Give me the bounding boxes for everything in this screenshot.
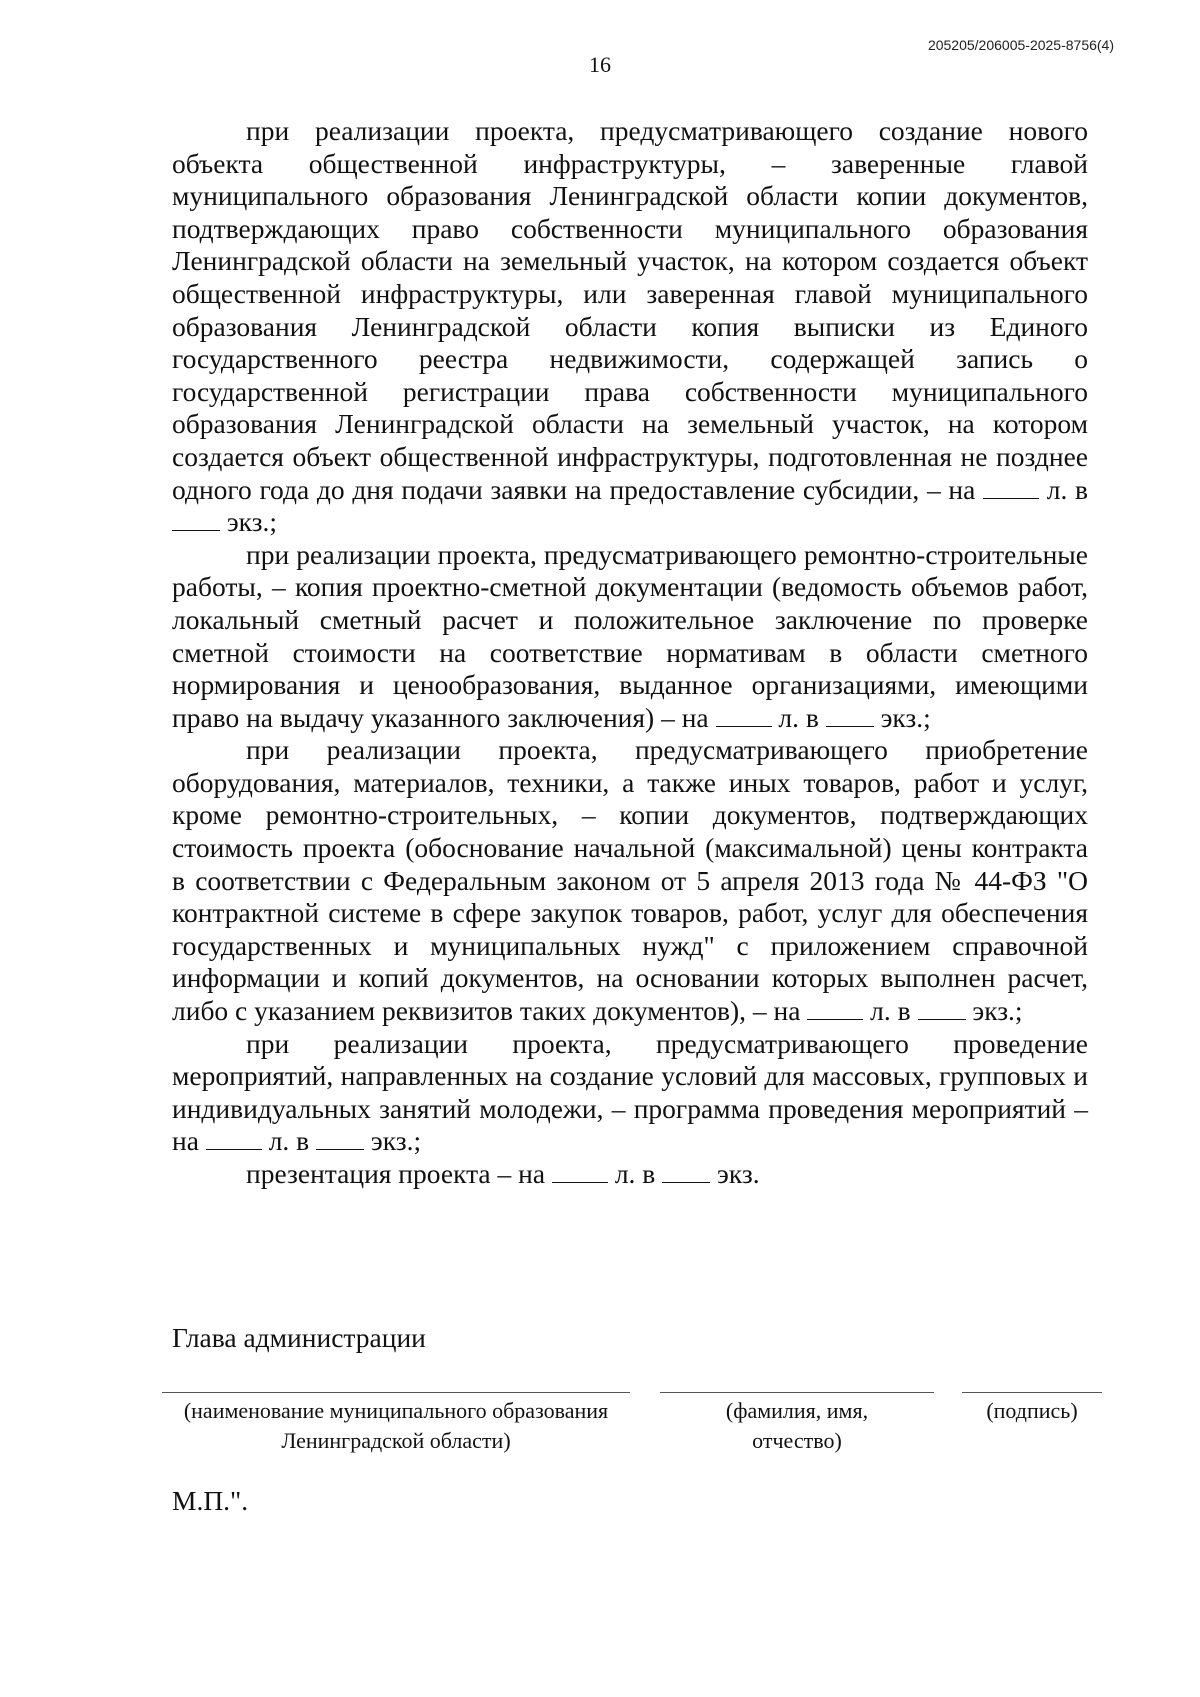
signature-caption-name: (фамилия, имя, отчество) [725, 1398, 869, 1453]
blank-sheet-count [807, 997, 863, 1020]
sheets-label: л. в [614, 1158, 656, 1189]
blank-copy-count [826, 704, 874, 727]
blank-sheet-count [552, 1160, 608, 1183]
blank-copy-count [918, 997, 966, 1020]
blank-copy-count [316, 1127, 364, 1150]
paragraph-text: при реализации проекта, предусматривающего ремонтно-строительные работы, – копия проектно-сметной документации (ведомость объемов работ, локальный сметный расчет и положительное заключение по проверке сметной стоимости на соответствие нормативам в области сметного нормирования и ценообразования, выданное организациями, имеющими право на выдачу указанного заключения) – на [172, 538, 1088, 733]
paragraph-repair-works [172, 539, 1088, 735]
sheets-label: л. в [1046, 473, 1089, 505]
signature-line-municipality [162, 1392, 630, 1393]
blank-copy-count [662, 1160, 710, 1183]
paragraph-equipment-purchase [172, 734, 1088, 1027]
signature-caption-signature: (подпись) [986, 1398, 1078, 1423]
copies-label: экз.; [880, 701, 931, 733]
document-registration-number: 205205/206005-2025-8756(4) [927, 37, 1114, 53]
page-number: 16 [589, 52, 611, 77]
paragraph-youth-events [172, 1028, 1088, 1158]
paragraph-text: при реализации проекта, предусматривающего приобретение оборудования, материалов, техники, а также иных товаров, работ и услуг, кроме ремонтно-строительных, – копии документов, подтверждающих стоимость проекта (обоснование начальной (максимальной) цены контракта в соответствии с Федеральным законом от 5 апреля 2013 года № 44-ФЗ "О контрактной системе в сфере закупок товаров, работ, услуг для обеспечения государственных и муниципальных нужд" с приложением справочной информации и копий документов, на основании которых выполнен расчет, либо с указанием реквизитов таких документов), – на [172, 734, 1088, 1027]
signature-line-signature [962, 1392, 1102, 1393]
paragraph-text: при реализации проекта, предусматривающего создание нового объекта общественной инфраструктуры, – заверенные главой муниципального образования Ленинградской области копии документов, подтверждающих право собственности муниципального образования Ленинградской области на земельный участок, на котором создается объект общественной инфраструктуры, или заверенная главой муниципального образования Ленинградской области копия выписки из Единого государственного реестра недвижимости, содержащей запись о государственной регистрации права собственности муниципального образования Ленинградской области на земельный участок, на котором создается объект общественной инфраструктуры, подготовленная не позднее одного года до дня подачи заявки на предоставление субсидии, – на [172, 115, 1088, 505]
sheets-label: л. в [778, 701, 819, 733]
copies-label: экз.; [226, 506, 278, 538]
signature-caption-municipality: (наименование муниципального образования Ленинградской области) [183, 1398, 609, 1453]
paragraph-text: при реализации проекта, предусматривающего проведение мероприятий, направленных на создание условий для массовых, групповых и индивидуальных занятий молодежи, – программа проведения мероприятий – на [172, 1027, 1088, 1157]
blank-sheet-count [716, 704, 772, 727]
document-body [172, 115, 1088, 1191]
paragraph-text: презентация проекта – на [246, 1158, 546, 1189]
paragraph-presentation [172, 1158, 1088, 1191]
sheets-label: л. в [268, 1125, 310, 1157]
seal-placeholder: М.П.". [172, 1485, 249, 1516]
copies-label: экз.; [972, 995, 1023, 1027]
paragraph-infrastructure-documents [172, 115, 1088, 539]
blank-copy-count [172, 508, 220, 531]
blank-sheet-count [983, 476, 1039, 499]
sheets-label: л. в [870, 995, 911, 1027]
blank-sheet-count [206, 1127, 262, 1150]
copies-label: экз.; [370, 1125, 422, 1157]
signature-title: Глава администрации [172, 1322, 426, 1353]
copies-label: экз. [717, 1158, 760, 1189]
signature-line-name [660, 1392, 934, 1393]
